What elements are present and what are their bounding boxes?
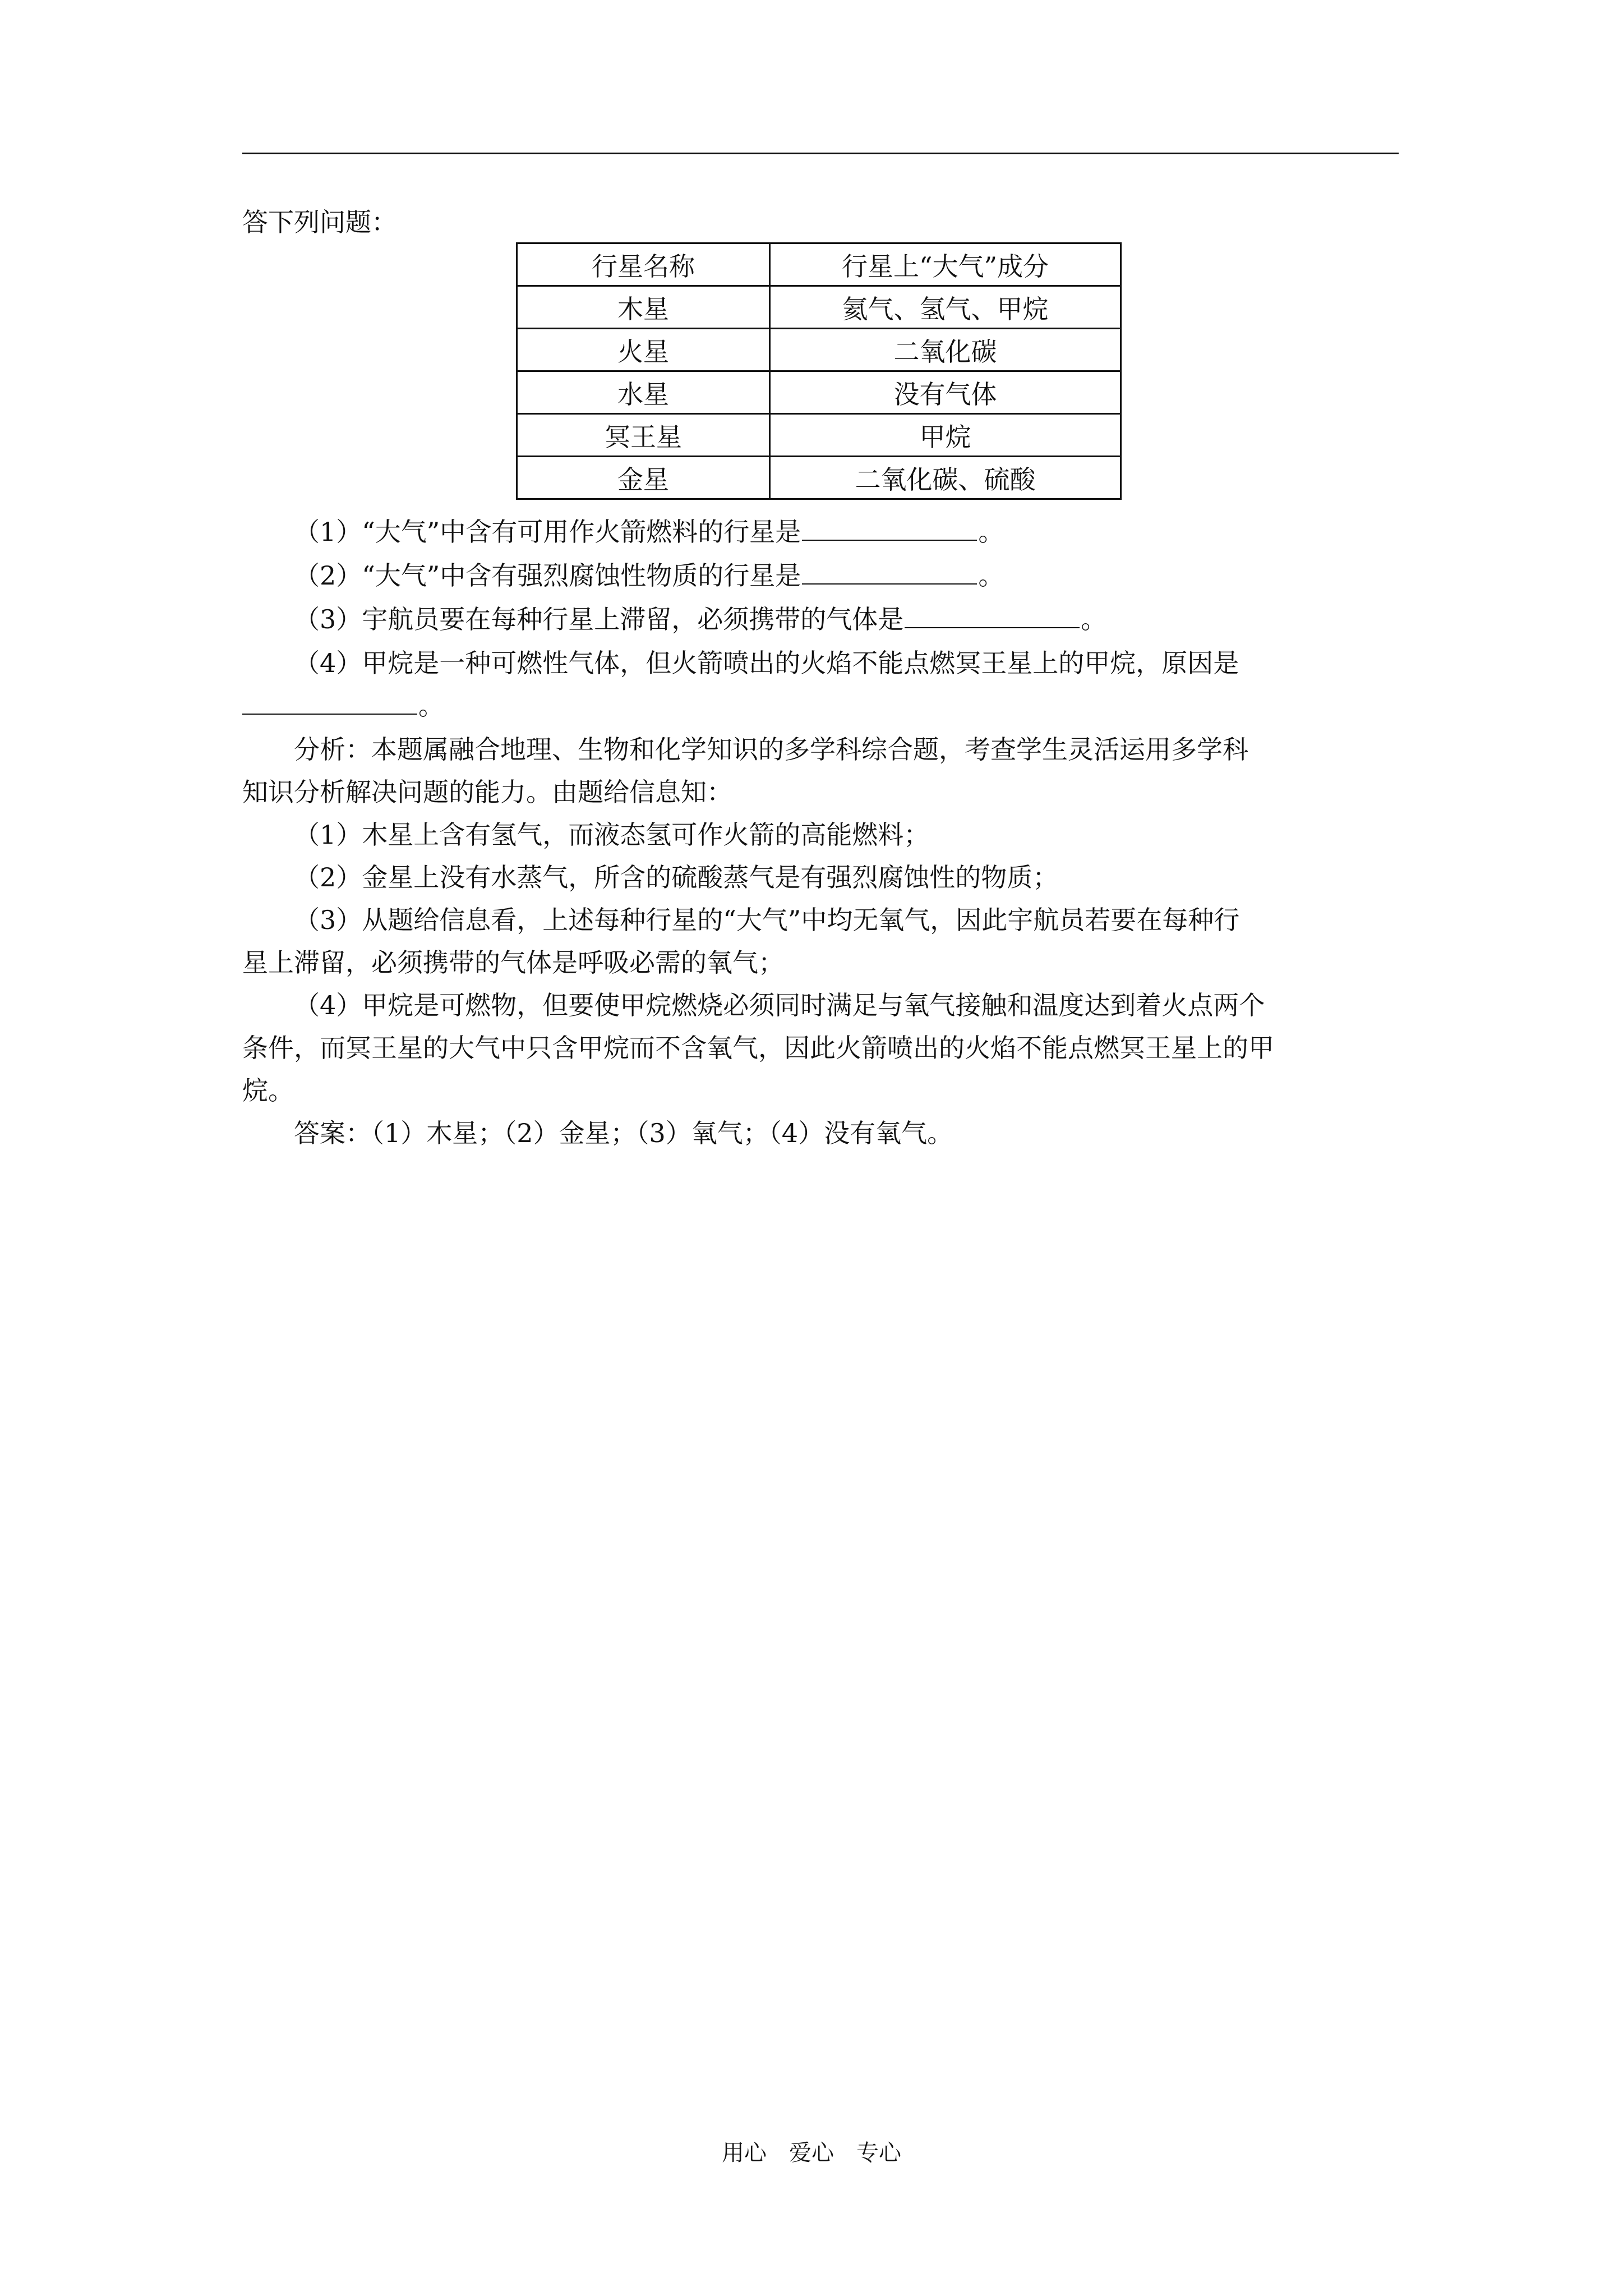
answer-blank — [802, 515, 977, 541]
analysis-intro: 分析：本题属融合地理、生物和化学知识的多学科综合题，考查学生灵活运用多学科 — [294, 734, 1248, 765]
table-row — [517, 329, 1121, 371]
table-cell-atmosphere: 没有气体 — [770, 371, 1121, 414]
question-4 — [242, 646, 1450, 680]
planet-atmosphere-table — [516, 242, 1122, 500]
end-mark: 。 — [978, 560, 1004, 591]
question-3 — [242, 602, 1450, 636]
table-cell-planet: 木星 — [517, 286, 770, 329]
answer-line: 答案：（1）木星；（2）金星；（3）氧气；（4）没有氧气。 — [294, 1118, 953, 1148]
table-cell-planet: 金星 — [517, 457, 770, 499]
table-row — [517, 286, 1121, 329]
end-mark: 。 — [978, 517, 1004, 547]
analysis-point-4-end: 烷。 — [242, 1075, 294, 1106]
table-cell-planet: 水星 — [517, 371, 770, 414]
question-1 — [242, 515, 1450, 549]
answer-blank — [905, 602, 1080, 628]
table-cell-planet: 火星 — [517, 329, 770, 371]
analysis-point-3-continued: 星上滞留，必须携带的气体是呼吸必需的氧气； — [242, 947, 784, 978]
table-row — [517, 371, 1121, 414]
question-3-text: （3）宇航员要在每种行星上滞留，必须携带的气体是 — [294, 604, 904, 634]
analysis-point-3: （3）从题给信息看，上述每种行星的“大气”中均无氧气，因此宇航员若要在每种行 — [294, 905, 1240, 935]
table-header-cell: 行星名称 — [517, 243, 770, 286]
table-cell-atmosphere: 二氧化碳 — [770, 329, 1121, 371]
table-cell-atmosphere: 甲烷 — [770, 414, 1121, 457]
analysis-point-1: （1）木星上含有氢气，而液态氢可作火箭的高能燃料； — [294, 820, 930, 850]
question-2-text: （2）“大气”中含有强烈腐蚀性物质的行星是 — [294, 560, 801, 591]
question-4-text: （4）甲烷是一种可燃性气体，但火箭喷出的火焰不能点燃冥王星上的甲烷，原因是 — [294, 648, 1239, 678]
table-cell-planet: 冥王星 — [517, 414, 770, 457]
analysis-point-4: （4）甲烷是可燃物，但要使甲烷燃烧必须同时满足与氧气接触和温度达到着火点两个 — [294, 990, 1265, 1020]
table-row — [517, 414, 1121, 457]
intro-text: 答下列问题： — [242, 207, 397, 237]
answer-blank — [802, 559, 977, 585]
end-mark: 。 — [1081, 604, 1107, 634]
question-2 — [242, 559, 1450, 592]
analysis-intro-continued: 知识分析解决问题的能力。由题给信息知： — [242, 777, 732, 807]
table-header-cell: 行星上“大气”成分 — [770, 243, 1121, 286]
analysis-point-2: （2）金星上没有水蒸气，所含的硫酸蒸气是有强烈腐蚀性的物质； — [294, 862, 1059, 892]
answer-blank — [242, 689, 417, 715]
header-rule — [242, 153, 1399, 154]
table-cell-atmosphere: 二氧化碳、硫酸 — [770, 457, 1121, 499]
page-footer: 用心 爱心 专心 — [722, 2140, 901, 2166]
end-mark: 。 — [418, 691, 444, 721]
analysis-point-4-continued: 条件，而冥王星的大气中只含甲烷而不含氧气，因此火箭喷出的火焰不能点燃冥王星上的甲 — [242, 1033, 1274, 1063]
table-row — [517, 457, 1121, 499]
table-cell-atmosphere: 氦气、氢气、甲烷 — [770, 286, 1121, 329]
table-header-row — [517, 243, 1121, 286]
question-1-text: （1）“大气”中含有可用作火箭燃料的行星是 — [294, 517, 801, 547]
question-4-continued — [242, 689, 1399, 723]
